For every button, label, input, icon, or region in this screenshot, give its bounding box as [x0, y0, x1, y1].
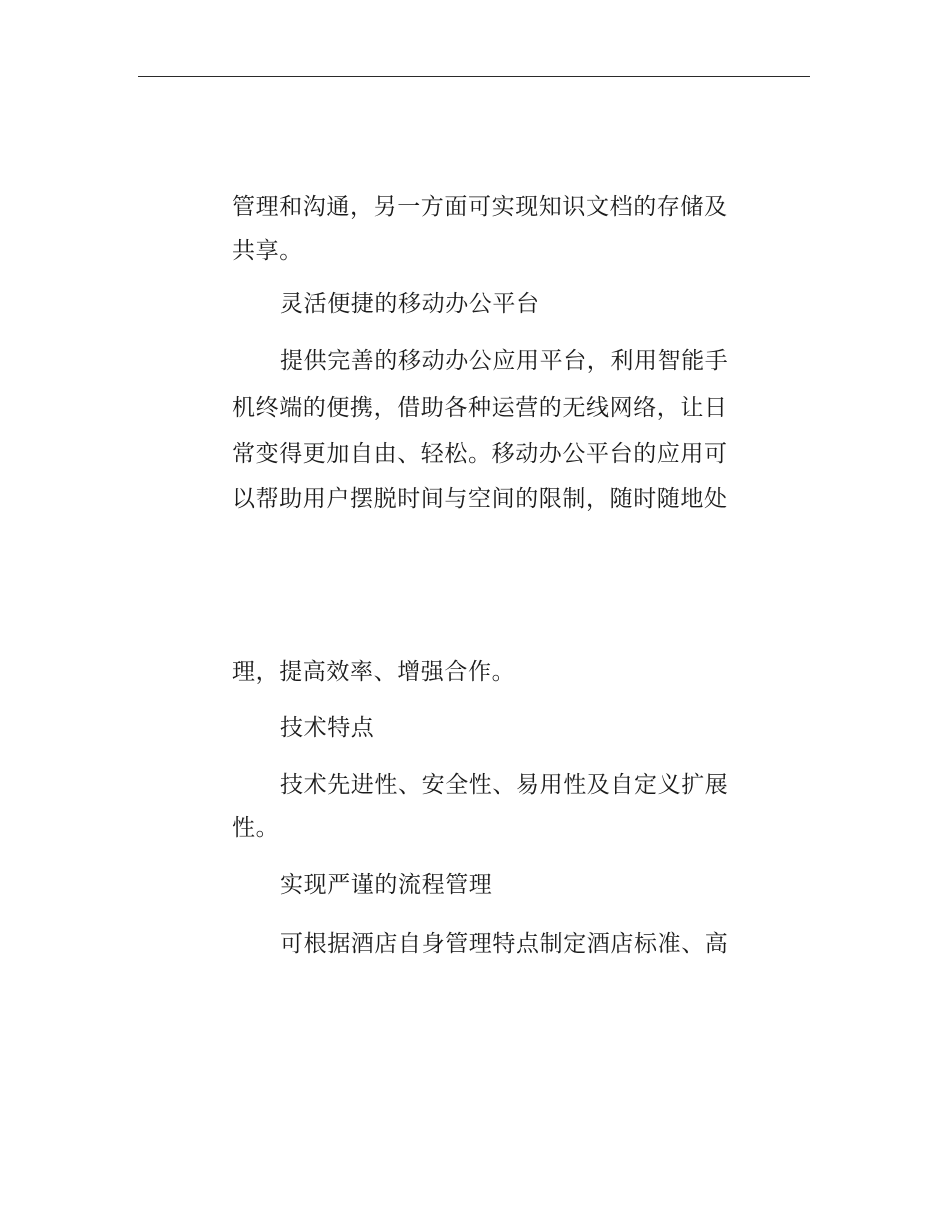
paragraph-line: 技术先进性、安全性、易用性及自定义扩展 [280, 772, 729, 798]
paragraph-line: 以帮助用户摆脱时间与空间的限制，随时随地处 [232, 486, 728, 512]
header-rule [138, 76, 810, 77]
paragraph-line: 可根据酒店自身管理特点制定酒店标准、高 [280, 931, 729, 957]
paragraph-line: 管理和沟通，另一方面可实现知识文档的存储及 [232, 194, 728, 220]
paragraph-line: 常变得更加自由、轻松。移动办公平台的应用可 [232, 441, 728, 467]
paragraph-line: 性。 [232, 815, 280, 841]
section-heading-tech: 技术特点 [280, 715, 375, 741]
paragraph-line: 提供完善的移动办公应用平台，利用智能手 [280, 348, 729, 374]
section-heading-mobile: 灵活便捷的移动办公平台 [280, 291, 540, 317]
paragraph-line: 机终端的便携，借助各种运营的无线网络，让日 [232, 395, 728, 421]
section-heading-process: 实现严谨的流程管理 [280, 872, 493, 898]
paragraph-line: 理，提高效率、增强合作。 [232, 659, 516, 685]
paragraph-line: 共享。 [232, 238, 303, 264]
